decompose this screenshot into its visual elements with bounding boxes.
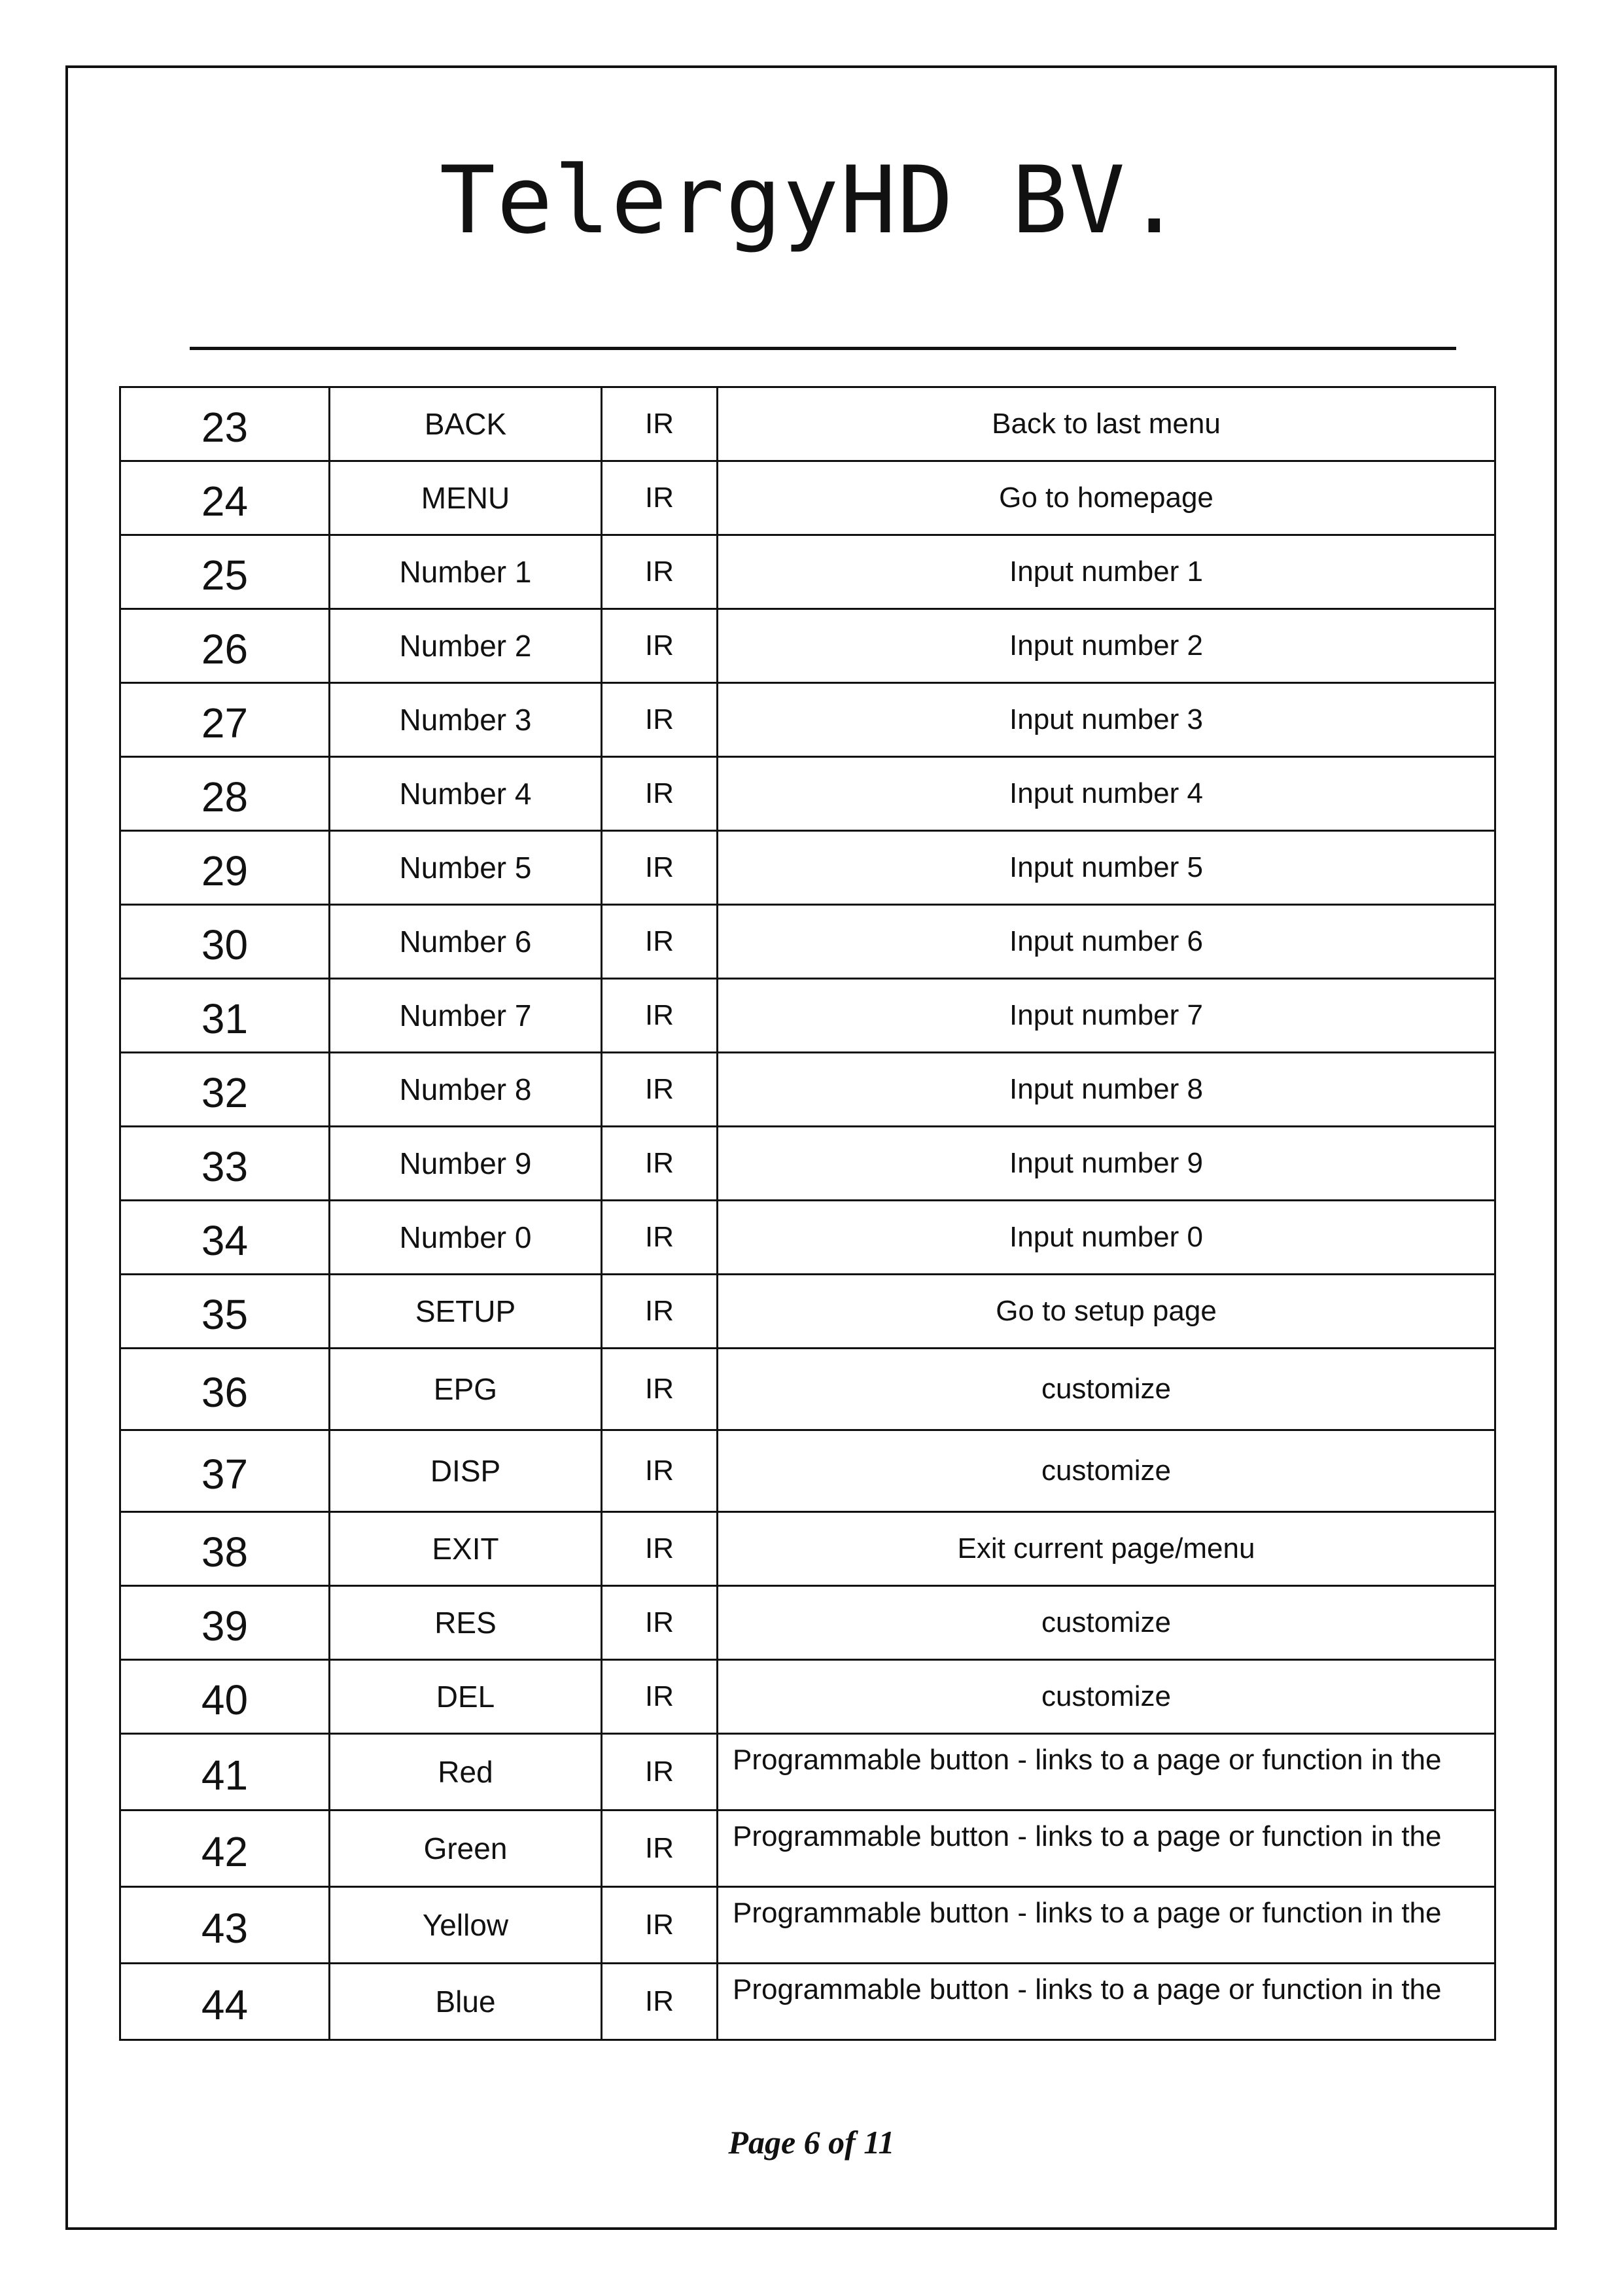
key-name: EXIT	[330, 1512, 602, 1586]
key-name: Number 4	[330, 757, 602, 831]
table-row	[120, 387, 1495, 461]
key-number: 23	[120, 387, 330, 461]
signal-type: IR	[602, 1201, 718, 1275]
key-name: BACK	[330, 387, 602, 461]
table-row	[120, 535, 1495, 609]
table-row	[120, 1734, 1495, 1810]
key-number: 35	[120, 1275, 330, 1349]
key-name: Number 6	[330, 905, 602, 979]
table-row	[120, 1586, 1495, 1660]
signal-type: IR	[602, 1430, 718, 1512]
table-row	[120, 1964, 1495, 2040]
key-number: 26	[120, 609, 330, 683]
signal-type: IR	[602, 1053, 718, 1127]
key-function: Programmable button - links to a page or function in the	[718, 1887, 1495, 1964]
key-function: Input number 8	[718, 1053, 1495, 1127]
key-function: Programmable button - links to a page or function in the	[718, 1964, 1495, 2040]
signal-type: IR	[602, 1810, 718, 1887]
key-name: MENU	[330, 461, 602, 535]
key-number: 42	[120, 1810, 330, 1887]
signal-type: IR	[602, 1964, 718, 2040]
table-row	[120, 609, 1495, 683]
key-number: 31	[120, 979, 330, 1053]
key-name: Blue	[330, 1964, 602, 2040]
signal-type: IR	[602, 609, 718, 683]
key-function: Programmable button - links to a page or function in the	[718, 1810, 1495, 1887]
table-row	[120, 1810, 1495, 1887]
key-name: SETUP	[330, 1275, 602, 1349]
key-name: Number 8	[330, 1053, 602, 1127]
table-row	[120, 1430, 1495, 1512]
signal-type: IR	[602, 831, 718, 905]
table-row	[120, 757, 1495, 831]
key-name: EPG	[330, 1349, 602, 1430]
key-function: Go to homepage	[718, 461, 1495, 535]
signal-type: IR	[602, 757, 718, 831]
key-function: Input number 4	[718, 757, 1495, 831]
signal-type: IR	[602, 905, 718, 979]
table-row	[120, 979, 1495, 1053]
key-name: Number 3	[330, 683, 602, 757]
table-row	[120, 1887, 1495, 1964]
table-row	[120, 1660, 1495, 1734]
key-function: Back to last menu	[718, 387, 1495, 461]
key-number: 38	[120, 1512, 330, 1586]
signal-type: IR	[602, 1512, 718, 1586]
key-number: 40	[120, 1660, 330, 1734]
key-function: Input number 2	[718, 609, 1495, 683]
key-name: Red	[330, 1734, 602, 1810]
signal-type: IR	[602, 1275, 718, 1349]
remote-key-table	[119, 386, 1496, 2041]
key-number: 36	[120, 1349, 330, 1430]
table-row	[120, 831, 1495, 905]
key-function: Input number 6	[718, 905, 1495, 979]
table-row	[120, 461, 1495, 535]
key-number: 27	[120, 683, 330, 757]
key-number: 29	[120, 831, 330, 905]
signal-type: IR	[602, 1349, 718, 1430]
signal-type: IR	[602, 1887, 718, 1964]
key-function: Input number 5	[718, 831, 1495, 905]
key-function: Programmable button - links to a page or function in the	[718, 1734, 1495, 1810]
title-divider	[190, 347, 1456, 350]
key-name: Green	[330, 1810, 602, 1887]
key-number: 37	[120, 1430, 330, 1512]
key-number: 28	[120, 757, 330, 831]
signal-type: IR	[602, 979, 718, 1053]
key-name: Number 9	[330, 1127, 602, 1201]
key-function: Go to setup page	[718, 1275, 1495, 1349]
key-number: 30	[120, 905, 330, 979]
key-name: RES	[330, 1586, 602, 1660]
company-title: TelergyHD BV.	[439, 147, 1184, 255]
table-body	[120, 387, 1495, 2040]
key-function: Input number 9	[718, 1127, 1495, 1201]
signal-type: IR	[602, 387, 718, 461]
table-row	[120, 1053, 1495, 1127]
key-name: DEL	[330, 1660, 602, 1734]
key-function: customize	[718, 1430, 1495, 1512]
signal-type: IR	[602, 461, 718, 535]
key-number: 43	[120, 1887, 330, 1964]
key-number: 24	[120, 461, 330, 535]
signal-type: IR	[602, 1127, 718, 1201]
key-function: customize	[718, 1349, 1495, 1430]
key-function: Exit current page/menu	[718, 1512, 1495, 1586]
key-function: customize	[718, 1586, 1495, 1660]
table-row	[120, 1512, 1495, 1586]
table-row	[120, 1275, 1495, 1349]
signal-type: IR	[602, 535, 718, 609]
key-function: customize	[718, 1660, 1495, 1734]
key-number: 25	[120, 535, 330, 609]
table-row	[120, 1201, 1495, 1275]
signal-type: IR	[602, 1660, 718, 1734]
key-number: 41	[120, 1734, 330, 1810]
key-name: Number 2	[330, 609, 602, 683]
signal-type: IR	[602, 683, 718, 757]
key-function: Input number 3	[718, 683, 1495, 757]
key-name: Number 7	[330, 979, 602, 1053]
key-function: Input number 1	[718, 535, 1495, 609]
key-number: 39	[120, 1586, 330, 1660]
key-function: Input number 7	[718, 979, 1495, 1053]
key-number: 33	[120, 1127, 330, 1201]
key-name: Number 5	[330, 831, 602, 905]
key-number: 32	[120, 1053, 330, 1127]
key-function: Input number 0	[718, 1201, 1495, 1275]
key-name: DISP	[330, 1430, 602, 1512]
signal-type: IR	[602, 1586, 718, 1660]
table-row	[120, 905, 1495, 979]
key-name: Yellow	[330, 1887, 602, 1964]
page-number: Page 6 of 11	[728, 2124, 895, 2161]
key-number: 34	[120, 1201, 330, 1275]
table-row	[120, 683, 1495, 757]
table-row	[120, 1127, 1495, 1201]
signal-type: IR	[602, 1734, 718, 1810]
key-name: Number 1	[330, 535, 602, 609]
key-name: Number 0	[330, 1201, 602, 1275]
table-row	[120, 1349, 1495, 1430]
key-number: 44	[120, 1964, 330, 2040]
